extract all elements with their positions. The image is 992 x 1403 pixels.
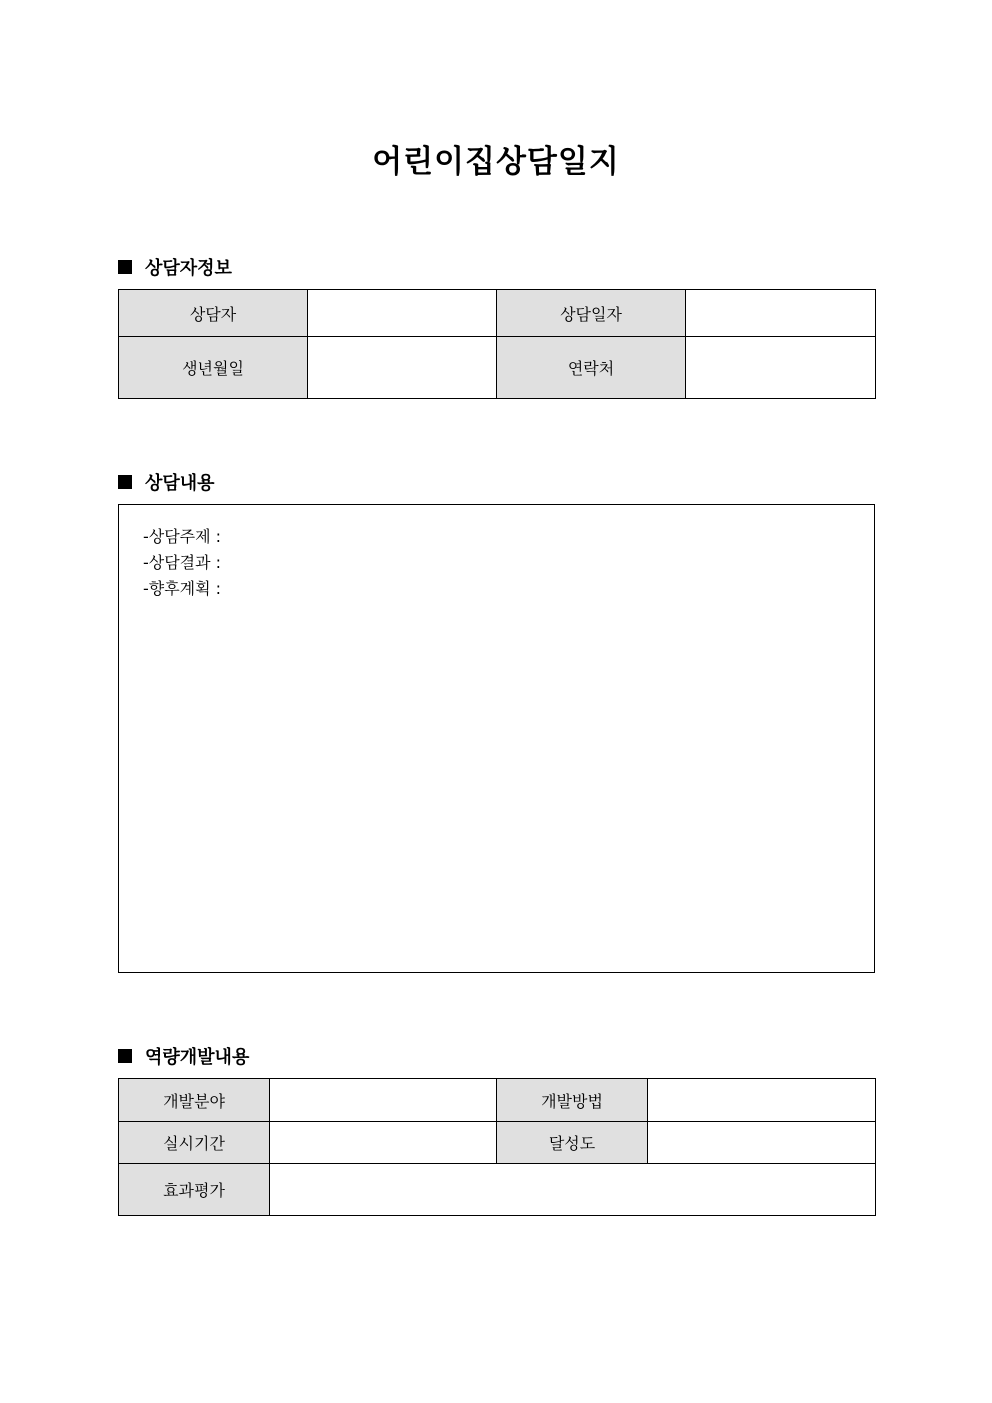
period-value-cell[interactable] — [270, 1122, 497, 1164]
development-table — [118, 1078, 876, 1216]
counselee-info-table — [118, 289, 876, 399]
achievement-value-cell[interactable] — [648, 1122, 876, 1164]
label-achievement: 달성도 — [497, 1122, 648, 1164]
birthdate-value-cell[interactable] — [308, 337, 497, 399]
label-dev-method: 개발방법 — [497, 1079, 648, 1122]
square-bullet-icon — [118, 475, 132, 489]
evaluation-value-cell[interactable] — [270, 1164, 876, 1216]
section-heading-label: 상담자정보 — [145, 258, 232, 279]
label-contact: 연락처 — [497, 337, 686, 399]
section-heading-counselee-info — [118, 254, 232, 280]
section-heading-content — [118, 469, 215, 495]
counsel-content-lines — [143, 524, 221, 602]
label-period: 실시기간 — [119, 1122, 270, 1164]
section-heading-development — [118, 1043, 249, 1069]
counsel-content-box[interactable] — [118, 504, 875, 973]
counsel-date-value-cell[interactable] — [686, 290, 876, 337]
label-counsel-date: 상담일자 — [497, 290, 686, 337]
contact-value-cell[interactable] — [686, 337, 876, 399]
content-line-result: -상담결과 : — [143, 553, 222, 572]
square-bullet-icon — [118, 260, 132, 274]
section-heading-label: 역량개발내용 — [145, 1047, 250, 1068]
section-heading-label: 상담내용 — [145, 473, 215, 494]
dev-method-value-cell[interactable] — [648, 1079, 876, 1122]
counselor-value-cell[interactable] — [308, 290, 497, 337]
label-birthdate: 생년월일 — [119, 337, 308, 399]
content-line-plan: -향후계획 : — [143, 579, 222, 598]
content-line-topic: -상담주제 : — [143, 527, 222, 546]
label-evaluation: 효과평가 — [119, 1164, 270, 1216]
label-counselor: 상담자 — [119, 290, 308, 337]
square-bullet-icon — [118, 1049, 132, 1063]
dev-field-value-cell[interactable] — [270, 1079, 497, 1122]
label-dev-field: 개발분야 — [119, 1079, 270, 1122]
document-title: 어린이집상담일지 — [372, 144, 620, 180]
